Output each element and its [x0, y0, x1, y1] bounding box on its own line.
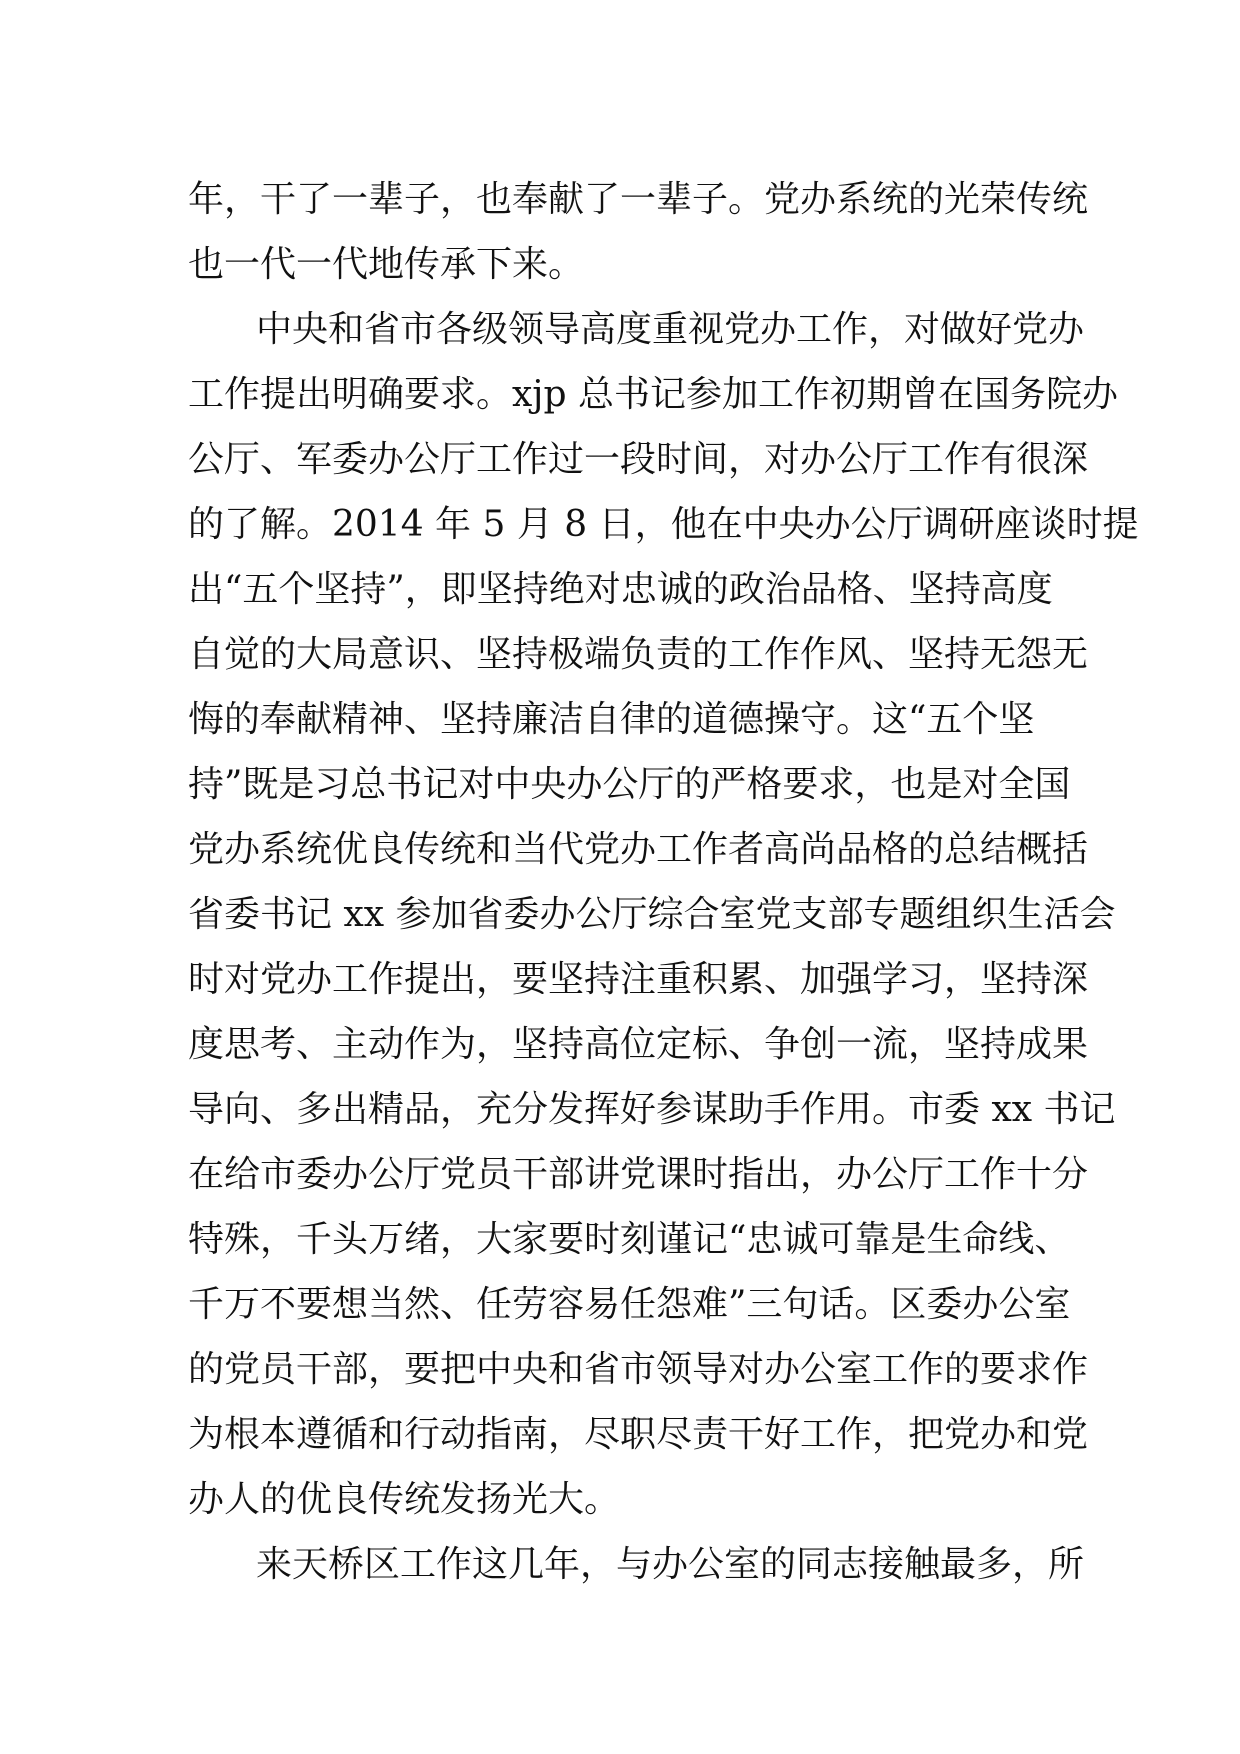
text-line: 工作提出明确要求。xjp 总书记参加工作初期曾在国务院办 [188, 374, 1118, 415]
text-line: 年，干了一辈子，也奉献了一辈子。党办系统的光荣传统 [188, 179, 1089, 220]
paragraph-start-line: 中央和省市各级领导高度重视党办工作，对做好党办 [256, 309, 1085, 350]
text-line: 公厅、军委办公厅工作过一段时间，对办公厅工作有很深 [188, 439, 1089, 480]
text-line: 也一代一代地传承下来。 [188, 244, 585, 285]
text-line: 持”既是习总书记对中央办公厅的严格要求，也是对全国 [188, 764, 1071, 805]
text-line: 悔的奉献精神、坚持廉洁自律的道德操守。这“五个坚 [188, 699, 1035, 740]
text-line: 出“五个坚持”，即坚持绝对忠诚的政治品格、坚持高度 [188, 569, 1053, 610]
text-line: 的了解。2014 年 5 月 8 日，他在中央办公厅调研座谈时提 [188, 504, 1139, 545]
text-line: 为根本遵循和行动指南，尽职尽责干好工作，把党办和党 [188, 1414, 1089, 1455]
text-line: 特殊，千头万绪，大家要时刻谨记“忠诚可靠是生命线、 [188, 1219, 1071, 1260]
text-line: 的党员干部，要把中央和省市领导对办公室工作的要求作 [188, 1349, 1089, 1390]
text-line: 度思考、主动作为，坚持高位定标、争创一流，坚持成果 [188, 1024, 1089, 1065]
text-line: 办人的优良传统发扬光大。 [188, 1479, 621, 1520]
text-line: 自觉的大局意识、坚持极端负责的工作作风、坚持无怨无 [188, 634, 1089, 675]
text-line: 时对党办工作提出，要坚持注重积累、加强学习，坚持深 [188, 959, 1089, 1000]
text-line: 千万不要想当然、任劳容易任怨难”三句话。区委办公室 [188, 1284, 1071, 1325]
paragraph-start-line: 来天桥区工作这几年，与办公室的同志接触最多，所 [256, 1544, 1085, 1585]
text-line: 在给市委办公厅党员干部讲党课时指出，办公厅工作十分 [188, 1154, 1089, 1195]
text-line: 党办系统优良传统和当代党办工作者高尚品格的总结概括 [188, 829, 1089, 870]
document-page [188, 167, 1139, 1597]
text-line: 导向、多出精品，充分发挥好参谋助手作用。市委 xx 书记 [188, 1089, 1116, 1130]
text-line: 省委书记 xx 参加省委办公厅综合室党支部专题组织生活会 [188, 894, 1116, 935]
